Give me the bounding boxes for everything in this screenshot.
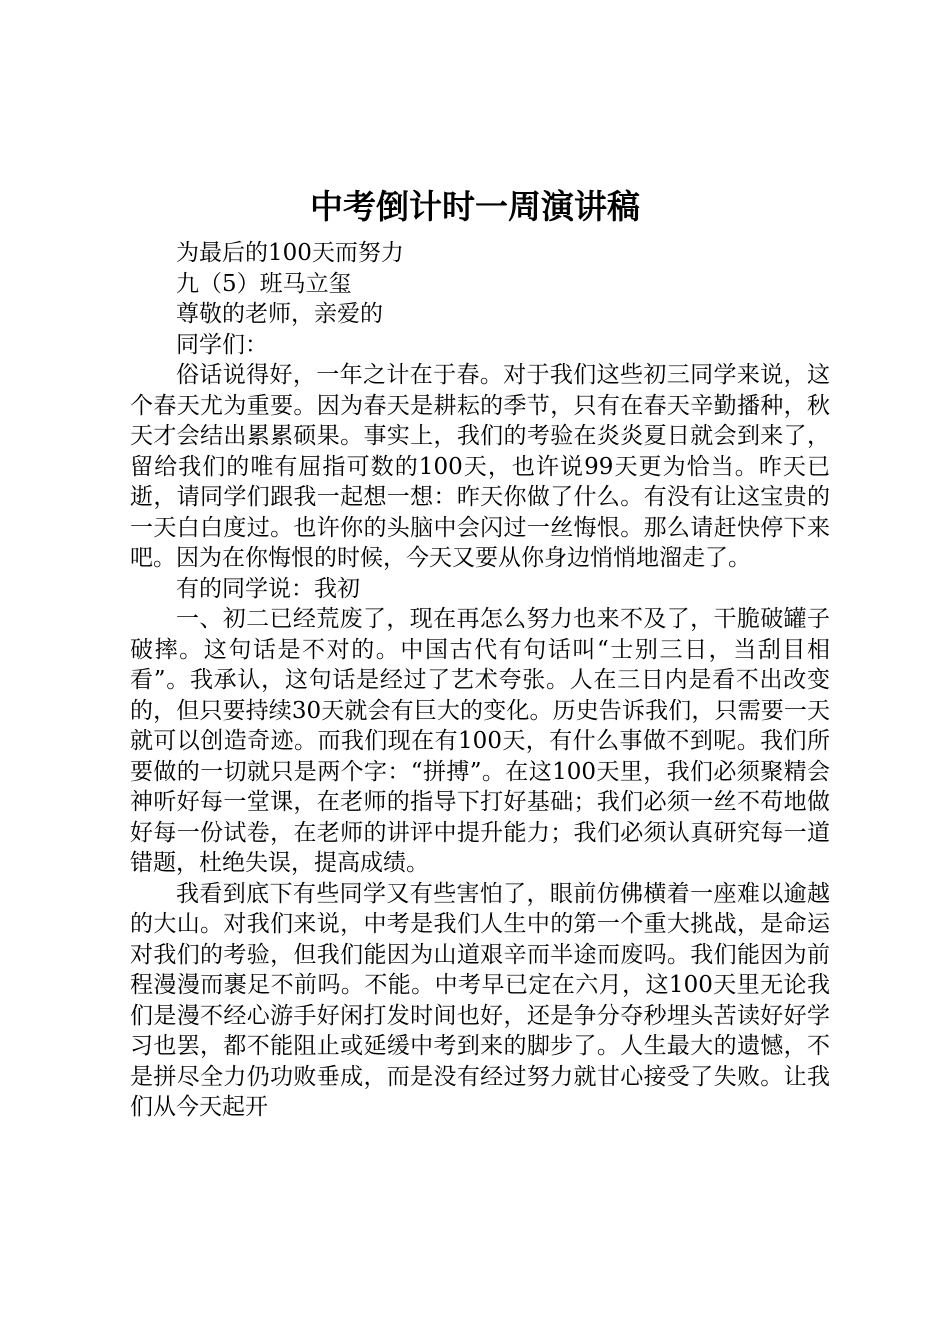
body-paragraph: 我看到底下有些同学又有些害怕了，眼前仿佛横着一座难以逾越的大山。对我们来说，中考是我们人生中的第一个重大挑战，是命运对我们的考验，但我们能因为山道艰辛而半途而废吗。我们能因为前程漫漫而裹足不前吗。不能。中考早已定在六月，这100天里无论我们是漫不经心游手好闲打发时间也好，还是争分夺秒埋头苦读好好学习也罢，都不能阻止或延缓中考到来的脚步了。人生最大的遗憾，不是拼尽全力仍功败垂成，而是没有经过努力就甘心接受了失败。让我们从今天起开 xyxy=(130,880,830,1120)
body-paragraph: 一、初二已经荒废了，现在再怎么努力也来不及了，干脆破罐子破摔。这句话是不对的。中国古代有句话叫“士别三日，当刮目相看”。我承认，这句话是经过了艺术夸张。人在三日内是看不出改变的，但只要持续30天就会有巨大的变化。历史告诉我们，只需要一天就可以创造奇迹。而我们现在有100天，有什么事做不到呢。我们所要做的一切就只是两个字：“拼搏”。在这100天里，我们必须聚精会神听好每一堂课，在老师的指导下打好基础；我们必须一丝不苟地做好每一份试卷，在老师的讲评中提升能力；我们必须认真研究每一道错题，杜绝失误，提高成绩。 xyxy=(130,606,830,876)
body-paragraph: 俗话说得好，一年之计在于春。对于我们这些初三同学来说，这个春天尤为重要。因为春天是耕耘的季节，只有在春天辛勤播种，秋天才会结出累累硕果。事实上，我们的考验在炎炎夏日就会到来了，留给我们的唯有屈指可数的100天，也许说99天更为恰当。昨天已逝，请同学们跟我一起想一想：昨天你做了什么。有没有让这宝贵的一天白白度过。也许你的头脑中会闪过一丝悔恨。那么请赶快停下来吧。因为在你悔恨的时候，今天又要从你身边悄悄地溜走了。 xyxy=(130,362,830,571)
speech-subtitle: 为最后的100天而努力 xyxy=(176,240,404,266)
document-body xyxy=(130,238,830,1123)
salutation-line: 尊敬的老师，亲爱的 xyxy=(176,301,383,327)
document-title: 中考倒计时一周演讲稿 xyxy=(310,187,640,226)
salutation-continuation: 同学们： xyxy=(176,331,268,358)
body-paragraph: 有的同学说：我初 xyxy=(176,575,360,602)
speaker-line: 九（5）班马立玺 xyxy=(176,270,352,297)
